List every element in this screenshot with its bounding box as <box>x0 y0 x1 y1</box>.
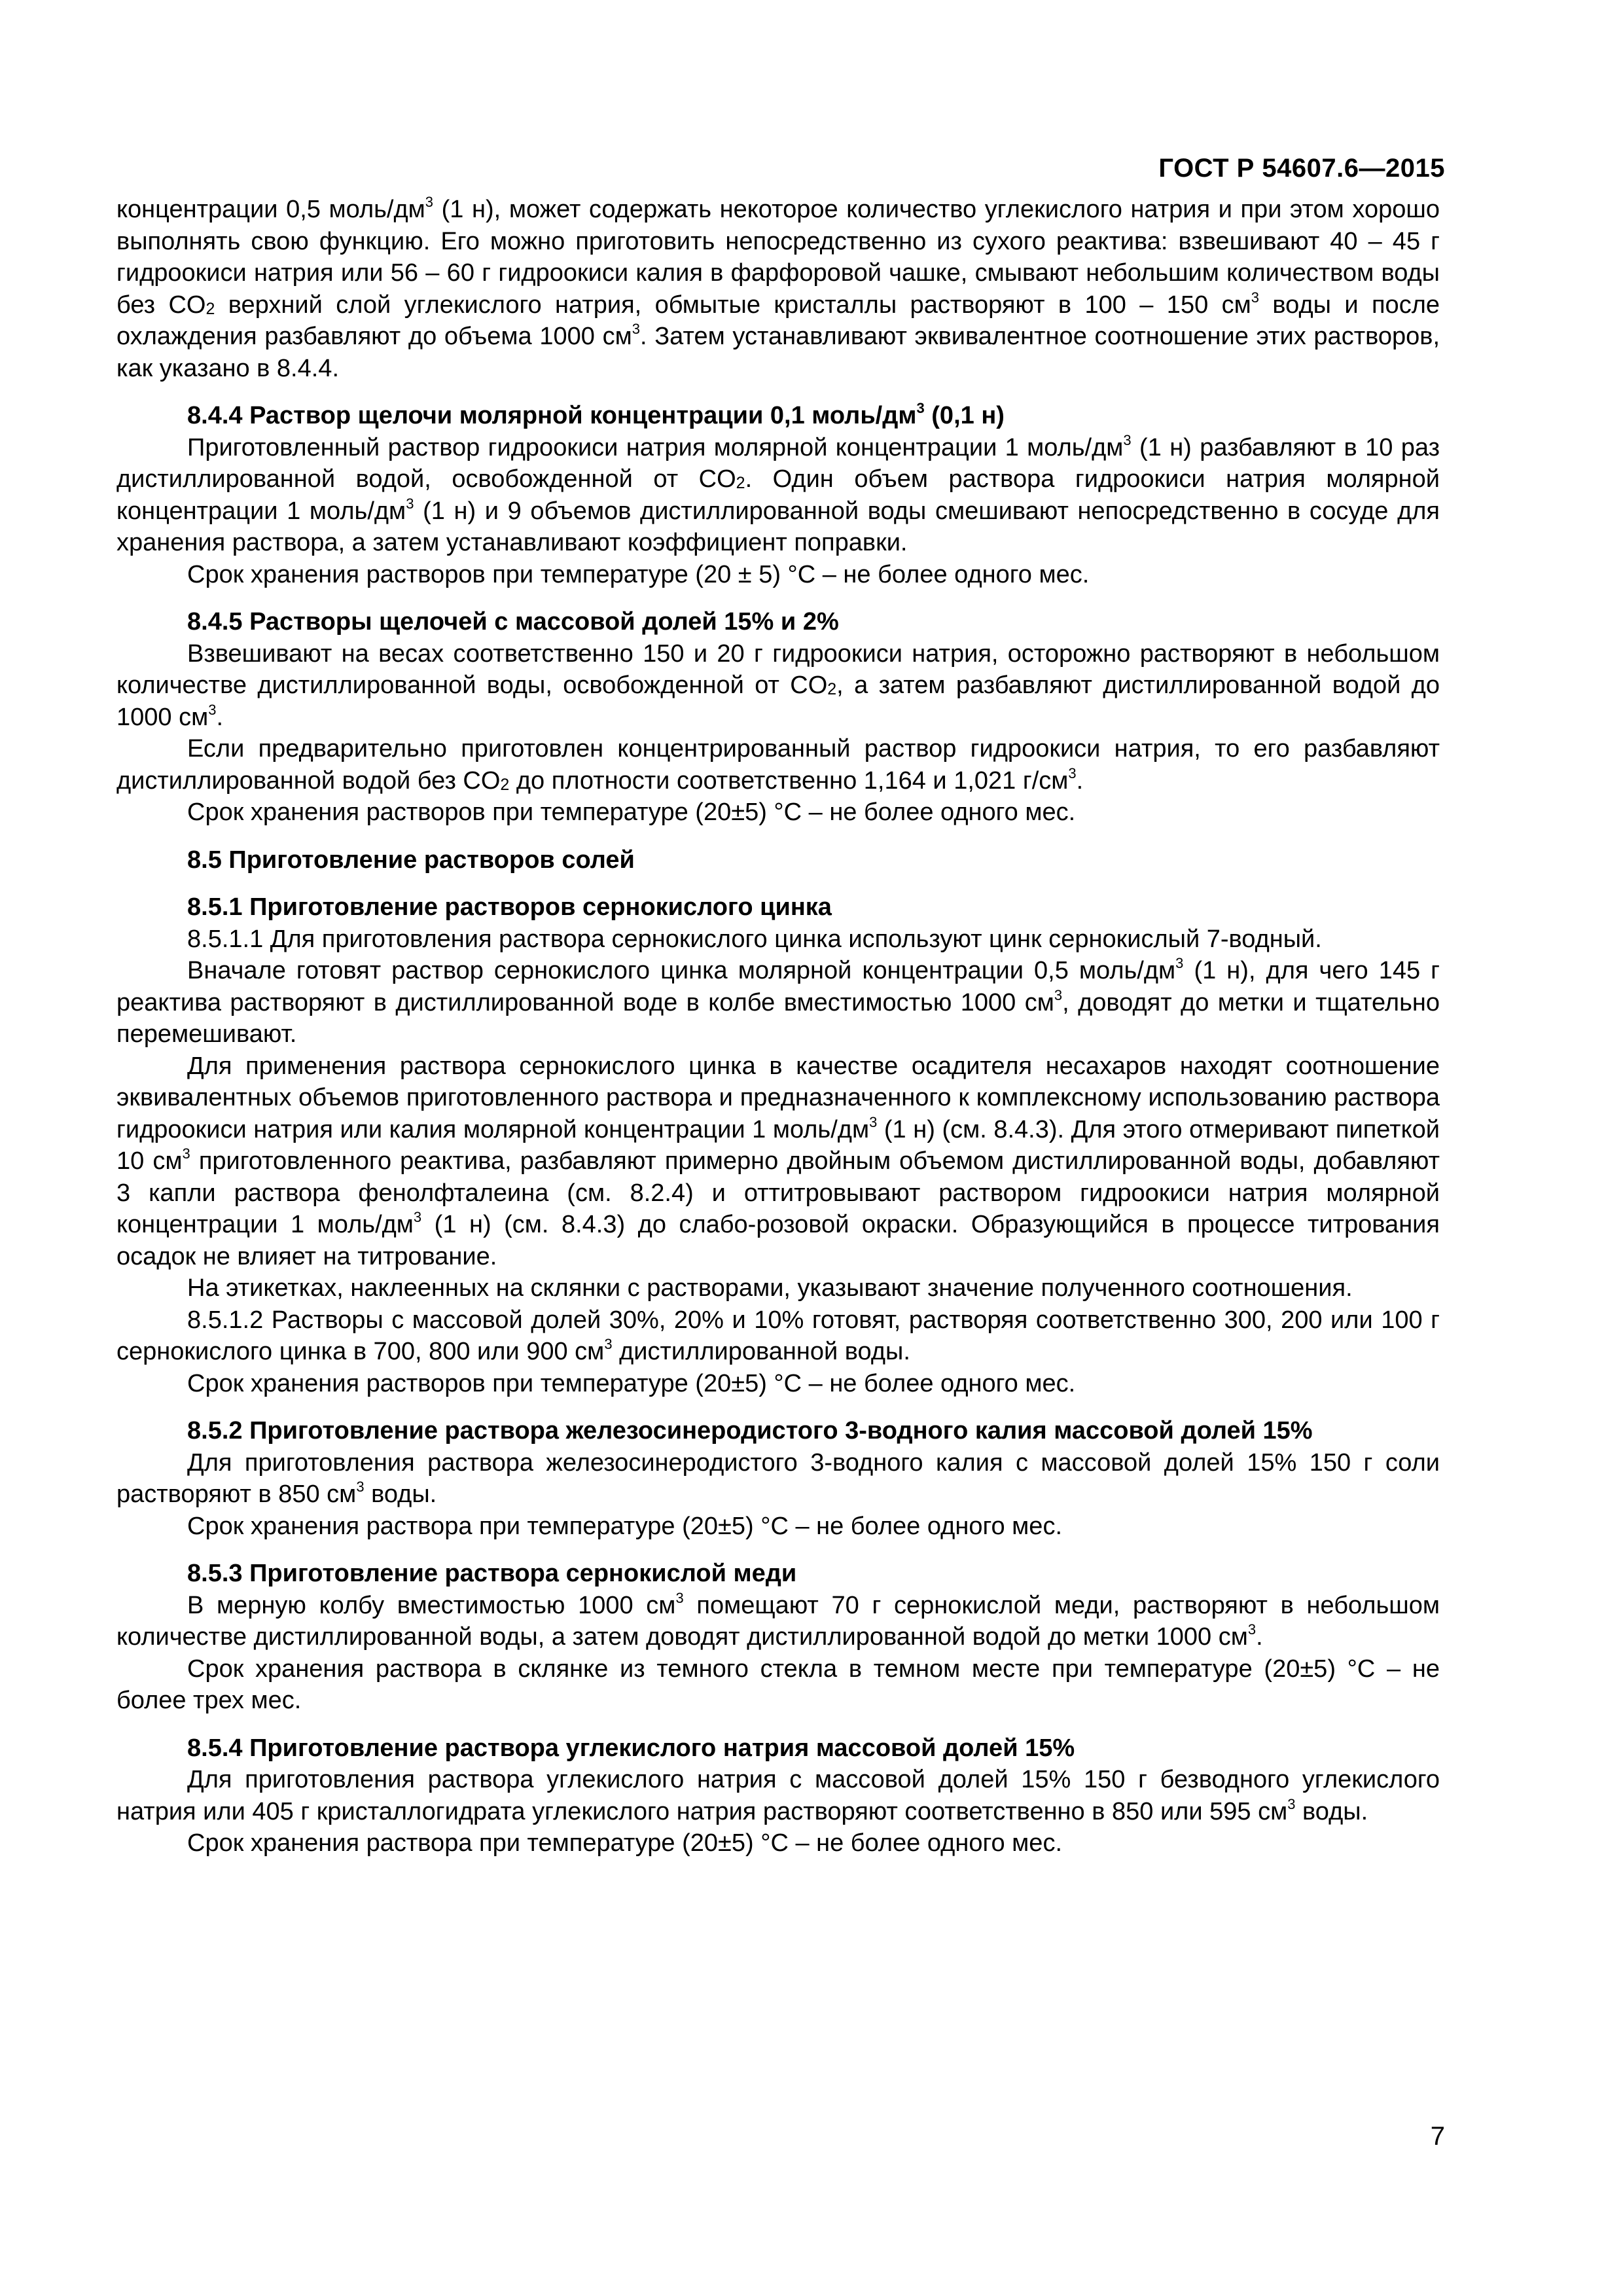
heading-8-5: 8.5 Приготовление растворов солей <box>187 846 635 874</box>
storage-note: Срок хранения растворов при температуре (20±5) °С – не более одного мес. <box>187 1369 1076 1397</box>
page-number: 7 <box>1430 2122 1445 2151</box>
heading-8-4-5: 8.4.5 Растворы щелочей с массовой долей 15% и 2% <box>187 608 839 636</box>
storage-note: Срок хранения раствора при температуре (20±5) °С – не более одного мес. <box>187 1829 1062 1857</box>
storage-note: Срок хранения растворов при температуре (20±5) °С – не более одного мес. <box>187 798 1076 826</box>
heading-8-5-2: 8.5.2 Приготовление раствора железосинеродистого 3-водного калия массовой долей 15% <box>187 1417 1313 1444</box>
paragraph: Взвешивают на весах соответственно 150 и 20 г гидроокиси натрия, осторожно растворяют в небольшом количестве дистиллированной воды, освобожденной от $CO_2$, а затем разбавляют дистиллированной водой до 1000 $см^3$. <box>116 639 1440 731</box>
storage-note: Срок хранения раствора при температуре (20±5) °С – не более одного мес. <box>187 1512 1062 1540</box>
heading-8-5-1: 8.5.1 Приготовление растворов сернокислого цинка <box>187 893 832 921</box>
heading-8-4-4: 8.4.4 Раствор щелочи молярной концентрации 0,1 моль/$дм^3$ (0,1 н) <box>187 400 1005 429</box>
standard-designation: ГОСТ Р 54607.6—2015 <box>1158 154 1445 183</box>
paragraph: 8.5.1.2 Растворы с массовой долей 30%, 20% и 10% готовят, растворяя соответственно 300, 200 или 100 г сернокислого цинка в 700, 800 или 900 $см^3$ дистиллированной воды. <box>116 1306 1440 1365</box>
paragraph: На этикетках, наклеенных на склянки с растворами, указывают значение полученного соотношения. <box>187 1274 1353 1302</box>
paragraph: Для приготовления раствора углекислого натрия с массовой долей 15% 150 г безводного углекислого натрия или 405 г кристаллогидрата углекислого натрия растворяют соответственно в 850 или 595 $см^3$ воды. <box>116 1766 1440 1825</box>
paragraph: 8.5.1.1 Для приготовления раствора сернокислого цинка используют цинк сернокислый 7-водный. <box>187 925 1322 953</box>
paragraph: В мерную колбу вместимостью 1000 $см^3$ помещают 70 г сернокислой меди, растворяют в небольшом количестве дистиллированной воды, а затем доводят дистиллированной водой до метки 1000 $см^3$. <box>116 1589 1440 1651</box>
heading-8-5-4: 8.5.4 Приготовление раствора углекислого натрия массовой долей 15% <box>187 1734 1075 1762</box>
paragraph: Если предварительно приготовлен концентрированный раствор гидроокиси натрия, то его разбавляют дистиллированной водой без $CO_2$ до плотности соответственно 1,164 и 1,021 $г/см^3$. <box>116 735 1440 795</box>
paragraph: Для приготовления раствора железосинеродистого 3-водного калия с массовой долей 15% 150 г соли растворяют в 850 $см^3$ воды. <box>116 1448 1440 1508</box>
document-body <box>116 194 1440 1859</box>
storage-note: Срок хранения растворов при температуре (20 ± 5) °С – не более одного мес. <box>187 560 1090 588</box>
paragraph-continuation: концентрации 0,5 моль/$дм^3$ (1 н), может содержать некоторое количество углекислого натрия и при этом хорошо выполнять свою функцию. Его можно приготовить непосредственно из сухого реактива: взвешивают 40 – 45 г гидроокиси натрия или 56 – 60 г гидроокиси калия в фарфоровой чашке, смывают небольшим количеством воды без $CO_2$ верхний слой углекислого натрия, обмытые кристаллы растворяют в 100 – 150 $см^3$ воды и после охлаждения разбавляют до объема 1000 $см^3$. Затем устанавливают эквивалентное соотношение этих растворов, как указано в 8.4.4. <box>116 194 1440 382</box>
paragraph: Для применения раствора сернокислого цинка в качестве осадителя несахаров находят соотношение эквивалентных объемов приготовленного раствора и предназначенного к комплексному использованию раствора гидроокиси натрия или калия молярной концентрации 1 моль/$дм^3$ (1 н) (см. 8.4.3). Для этого отмеривают пипеткой 10 $см^3$ приготовленного реактива, разбавляют примерно двойным объемом дистиллированной воды, добавляют 3 капли раствора фенолфталеина (см. 8.2.4) и оттитровывают раствором гидроокиси натрия молярной концентрации 1 моль/$дм^3$ (1 н) (см. 8.4.3) до слабо-розовой окраски. Образующийся в процессе титрования осадок не влияет на титрование. <box>116 1052 1440 1270</box>
paragraph: Приготовленный раствор гидроокиси натрия молярной концентрации 1 моль/$дм^3$ (1 н) разбавляют в 10 раз дистиллированной водой, освобожденной от $CO_2$. Один объем раствора гидроокиси натрия молярной концентрации 1 моль/$дм^3$ (1 н) и 9 объемов дистиллированной воды смешивают непосредственно в сосуде для хранения раствора, а затем устанавливают коэффициент поправки. <box>116 431 1440 556</box>
storage-note: Срок хранения раствора в склянке из темного стекла в темном месте при температуре (20±5) °С – не более трех мес. <box>116 1655 1440 1714</box>
heading-8-5-3: 8.5.3 Приготовление раствора сернокислой меди <box>187 1560 797 1587</box>
paragraph: Вначале готовят раствор сернокислого цинка молярной концентрации 0,5 моль/$дм^3$ (1 н), для чего 145 г реактива растворяют в дистиллированной воде в колбе вместимостью 1000 $см^3$, доводят до метки и тщательно перемешивают. <box>116 955 1440 1048</box>
